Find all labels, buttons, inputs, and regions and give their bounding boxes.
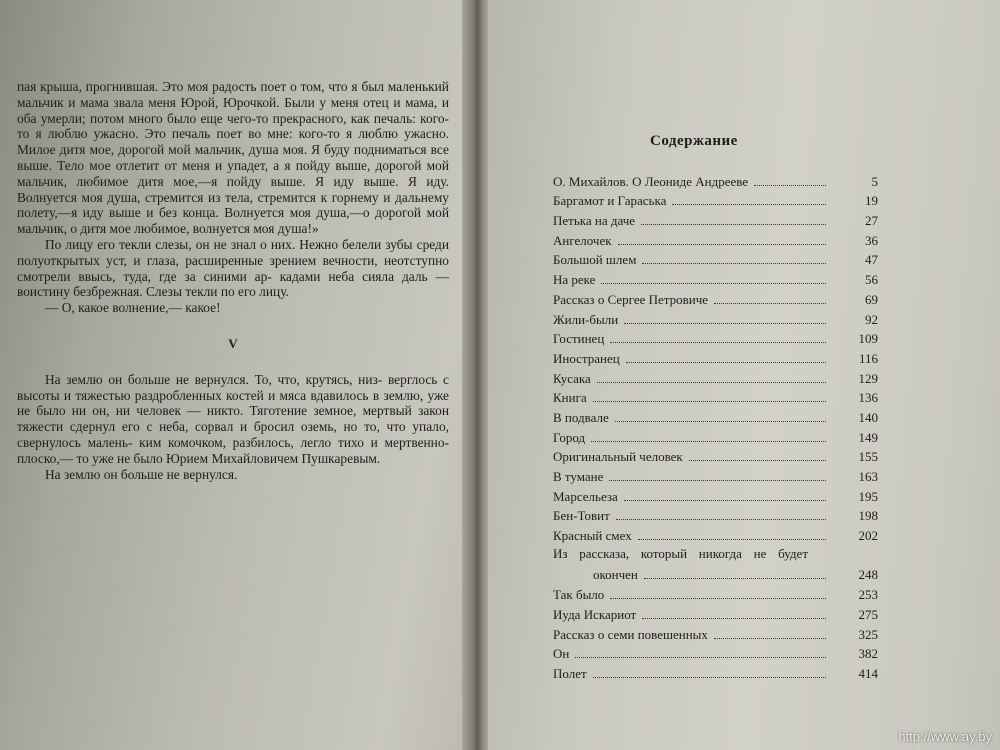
toc-item [553,249,878,269]
toc-item-title: Рассказ о семи повешенных [553,626,708,642]
toc-item-title: Большой шлем [553,252,637,268]
toc-item [553,288,878,308]
toc-dot-leader [714,303,826,304]
toc-item-title: Оригинальный человек [553,449,683,465]
toc-item-title: Рассказ о Сергее Петровиче [553,291,709,307]
toc-dot-leader [624,323,826,324]
toc-item-title: Город [553,429,586,445]
toc-item-page: 202 [858,528,878,544]
toc-item-title: Иуда Искариот [553,606,637,622]
chapter-heading: V [228,335,238,351]
contents-title: Содержание [650,133,738,149]
toc-item-page: 248 [858,567,878,583]
toc-item-title: Иностранец [553,350,620,366]
toc-dot-leader [591,441,826,442]
toc-item [553,190,878,210]
toc-item [553,426,878,446]
toc-item-page: 136 [858,390,878,406]
toc-item-title: О. Михайлов. О Леониде Андрееве [553,173,749,189]
toc-item-page: 56 [865,272,878,288]
toc-item-page: 275 [858,606,878,622]
toc-item-title: Книга [553,390,587,406]
watermark: http://www.ay.by [898,729,992,744]
toc-dot-leader [638,539,826,540]
toc-item [553,583,878,603]
toc-item-title: Бен-Товит [553,508,610,524]
toc-item [553,643,878,663]
toc-dot-leader [672,204,826,205]
toc-dot-leader [754,185,826,186]
toc-item-page: 149 [858,429,878,445]
toc-item-title: Баргамот и Гараська [553,193,667,209]
toc-item-page: 116 [858,350,878,366]
toc-list [553,170,878,682]
toc-item-page: 27 [865,213,878,229]
toc-dot-leader [642,263,826,264]
toc-item-page: 109 [858,331,878,347]
toc-item-page: 382 [858,646,878,662]
toc-dot-leader [593,677,826,678]
story-text [17,79,449,482]
toc-item-title: Так было [553,587,605,603]
toc-item [553,367,878,387]
toc-dot-leader [626,362,826,363]
toc-item-continuation [553,564,878,584]
toc-item-page: 253 [858,587,878,603]
toc-item [553,465,878,485]
toc-item [553,485,878,505]
toc-item [553,170,878,190]
toc-item-title-cont: окончен [593,567,638,583]
toc-item [553,544,878,583]
toc-item-page: 325 [858,626,878,642]
toc-item-title: Жили-были [553,311,619,327]
toc-dot-leader [714,638,826,639]
paragraph-4: На землю он больше не вернулся. То, что, крутясь, низ- верглось с высоты и тяжестью раздробленных костей и мяса вдавилось в землю, уже не было ни он, ни человек — никто. Тяготение земное, мертвый закон тяжести сдернул его с неба, сорвал и бросил оземь, но то, что упало, свернулось малень- ким комочком, разбилось, легло тихо и мертвенно-плоско,— то уже не было Юрием Михайловичем Пушкаревым. [17,371,450,466]
toc-item [553,328,878,348]
toc-item-page: 47 [865,252,878,268]
toc-item-page: 195 [858,488,878,504]
toc-item [553,406,878,426]
toc-item-page: 36 [865,232,878,248]
toc-item-title: Полет [553,665,587,681]
toc-dot-leader [642,618,826,619]
toc-item-page: 163 [858,469,878,484]
toc-dot-leader [615,421,826,422]
toc-item-page: 129 [858,370,878,386]
toc-item [553,662,878,682]
toc-dot-leader [641,224,826,225]
toc-dot-leader [609,480,826,481]
paragraph-3: — О, какое волнение,— какое! [45,300,221,316]
toc-dot-leader [616,519,826,520]
toc-item [553,347,878,367]
toc-item-title: Ангелочек [553,232,612,248]
toc-item [553,268,878,288]
toc-item [553,446,878,466]
toc-dot-leader [644,578,826,579]
toc-dot-leader [618,244,826,245]
table-of-contents [553,133,878,682]
toc-item [553,603,878,623]
toc-dot-leader [610,598,826,599]
toc-item-title: В подвале [553,409,609,425]
toc-item-page: 19 [865,193,878,209]
paragraph-2: По лицу его текли слезы, он не знал о них. Нежно белели зубы среди полуоткрытых уст, и глаза, расширенные зрением вечности, неотступно смотрели ввысь, туда, где за синими ар- кадами неба сияла даль — воистину безбрежная. Слезы текли по его лицу. [17,236,450,300]
toc-item-page: 69 [865,291,878,307]
toc-item [553,209,878,229]
toc-item-page: 5 [871,173,878,189]
paragraph-1: пая крыша, прогнившая. Это моя радость поет о том, что я был маленький мальчик и мама звала меня Юрой, Юрочкой. Были у меня отец и мама, и оба умерли; потом много было еще чего-то прекрасного, как печаль: кого-то я люблю ужасно. Это печаль поет во мне: кого-то я люблю ужасно. Милое дитя мое, дорогой мой мальчик, душа моя. Я буду подниматься все выше. Тело мое отлетит от меня и упадет, а я пойду выше, дорогой мой мальчик, любимое дитя мое,—я пойду выше. Я иду выше. Я иду. Волнуется моя душа, стремится из тела, стремится к горнему и дальнему полету,—я иду выше и без конца. Волнуется моя душа,—о дорогой мой мальчик, о дитя мое любимое, волнуется моя душа!» [17,79,449,237]
left-page [0,0,470,750]
toc-dot-leader [689,460,826,461]
toc-item-title: Гостинец [553,331,605,347]
toc-item [553,623,878,643]
toc-dot-leader [601,283,826,284]
toc-item [553,505,878,525]
toc-item-title: Он [553,646,570,662]
toc-item [553,524,878,544]
toc-dot-leader [624,500,826,501]
toc-item [553,229,878,249]
toc-item-title: Кусака [553,370,591,386]
toc-dot-leader [610,342,826,343]
toc-item-title: Из рассказа, который никогда не будет [553,546,808,562]
book-gutter [462,0,490,750]
toc-dot-leader [597,382,826,383]
toc-item [553,308,878,328]
toc-item-title: Красный смех [553,528,632,544]
toc-item-page: 140 [858,409,878,425]
toc-dot-leader [593,401,826,402]
toc-item-title: Петька на даче [553,213,636,229]
toc-item-title: На реке [553,272,596,288]
toc-item-page: 155 [858,449,878,465]
toc-item-title: В тумане [553,469,604,484]
toc-item-page: 414 [858,665,878,681]
toc-item-title: Марсельеза [553,488,618,504]
toc-item [553,387,878,407]
toc-item-page: 92 [865,311,878,327]
paragraph-5: На землю он больше не вернулся. [45,466,238,482]
toc-item-page: 198 [858,508,878,524]
toc-dot-leader [575,657,826,658]
